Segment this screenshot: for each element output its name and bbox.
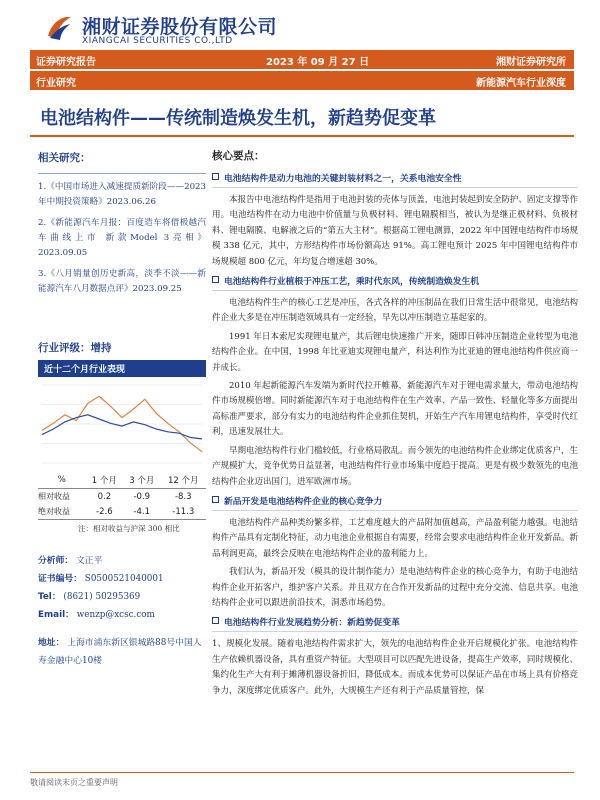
- section-heading: 电池结构件行业植根于冲压工艺，乘时代东风，传统制造焕发生机: [212, 274, 578, 291]
- row-label: 绝对收益: [38, 504, 86, 520]
- related-list: [38, 173, 206, 297]
- title-divider: [30, 135, 574, 137]
- table-row: [38, 504, 206, 520]
- table-header-cell: 1 个月: [86, 472, 123, 489]
- company-name-cn: 湘财证券股份有限公司: [82, 16, 278, 38]
- address: 上海市浦东新区银城路88号中国人寿金融中心10楼: [38, 638, 202, 666]
- addr-label: 地址：: [38, 638, 65, 648]
- paragraph: 我们认为，新品开发（模具的设计制作能力）是电池结构件企业的核心竞争力，有助于电池结构件企业开拓客户，维护客户关系。并且双方在合作开发新品的过程中充分交流、信息共享。电池结构件企业可以跟进前沿技术，洞悉市场趋势。: [212, 567, 578, 608]
- related-research: [38, 150, 206, 303]
- paragraph: 1、规模化发展。随着电池结构件需求扩大，领先的电池结构件企业开启规模化扩张。电池结构件生产依赖机器设备，具有重资产特征。大型项目可以匹配先进设备，提高生产效率，同时规模化、集约化生产大有利于摊薄机器设备折旧，降低成本。而成本优势可以保证产品在市场上具有价格竞争力，深度绑定优质客户。此外，大规模生产还有利于产品质量管控，保: [212, 639, 578, 696]
- analyst-label: 分析师：: [38, 556, 74, 566]
- email-label: Email：: [38, 610, 74, 620]
- square-bullet-icon: [212, 496, 219, 503]
- square-bullet-icon: [212, 276, 219, 283]
- performance-chart: [38, 379, 206, 469]
- table-cell: -8.3: [174, 491, 192, 502]
- header-bar-1: [30, 50, 574, 69]
- table-cell: -0.9: [133, 491, 151, 502]
- row-label: 相对收益: [38, 492, 70, 501]
- report-date: 2023 年 09 月 27 日: [266, 57, 370, 68]
- industry-rating: [38, 340, 206, 355]
- square-bullet-icon: [212, 173, 219, 180]
- series-line: [42, 415, 202, 439]
- table-cell: -2.6: [86, 504, 123, 520]
- page-title: 电池结构件——传统制造焕发生机，新趋势促变革: [40, 108, 436, 129]
- report-subject: 新能源汽车行业深度: [476, 78, 566, 89]
- email-link[interactable]: wenzp@xcsc.com: [76, 610, 155, 620]
- paragraph: 本报告中电池结构件是指用于电池封装的壳体与顶盖，电池封装起到安全防护、固定支撑等作用。电池结构件在动力电池中价值量与负极材料、锂电隔膜相当，被认为是继正极材料、负极材料、锂电隔膜、电解液之后的“第五大主材”。根据高工锂电测算，2022 年中国锂电结构件市场规模 338 亿元，其中，方形结构件市场份额高达 91%。高工锂电预计 2025 年中国锂电结构件市场规模超 800 亿元，年均复合增速超 30%。: [212, 195, 578, 267]
- table-header-cell: %: [38, 472, 86, 489]
- paragraph: 早期电池结构件行业门槛较低，行业格局散乱。而今领先的电池结构件企业绑定优质客户，生产规模扩大，竞争优势日益显著，电池结构件行业市场集中度趋于提高。更是有极少数领先的电池结构件企业迈出国门，进军欧洲市场。: [212, 445, 578, 487]
- tel-label: Tel：: [38, 592, 61, 602]
- section-heading: 新品开发是电池结构件企业的核心竞争力: [212, 494, 578, 511]
- cert-number: S0500521040001: [84, 574, 164, 584]
- paragraph: 1991 年日本索尼实现锂电量产，其后锂电快速推广开来，随即日韩冲压制造企业转型为电池结构件企业。在中国，1998 年比亚迪实现锂电量产，科达利作为比亚迪的锂电池结构件供应商一并成长。: [212, 331, 578, 373]
- related-item[interactable]: 1.《中国市场进入减速提质新阶段——2023 年中期投资策略》2023.06.26: [38, 182, 206, 207]
- performance-note: 注：相对收益与沪深 300 相比: [78, 524, 180, 533]
- rating-label: 行业评级：: [38, 342, 91, 354]
- table-row: [38, 489, 206, 505]
- core-heading: 核心要点：: [212, 150, 265, 162]
- analyst-info: [38, 552, 206, 670]
- related-heading: 相关研究：: [38, 152, 91, 164]
- performance-heading: 近十二个月行业表现: [38, 360, 206, 377]
- table-cell: -4.1: [123, 504, 160, 520]
- logo-mark-icon: [44, 12, 74, 42]
- rating-value: 增持: [90, 342, 112, 354]
- report-type: 证券研究报告: [36, 57, 96, 68]
- section-heading: 电池结构件行业发展趋势分析：新趋势促变革: [212, 615, 578, 632]
- related-item[interactable]: 3.《八月销量创历史新高，淡季不淡——新能源汽车八月数据点评》2023.09.25: [38, 269, 206, 294]
- report-category: 行业研究: [36, 78, 76, 89]
- company-logo: [44, 10, 344, 46]
- institute-name: 湘财证券研究所: [496, 57, 566, 68]
- footer-disclaimer[interactable]: 敬请阅读末页之重要声明: [30, 772, 574, 788]
- table-cell: -11.3: [161, 504, 207, 520]
- tel-number: (8621) 50295369: [63, 592, 141, 602]
- cert-label: 证书编号：: [38, 574, 82, 584]
- square-bullet-icon: [212, 617, 219, 624]
- table-cell: 0.2: [97, 491, 112, 502]
- related-item[interactable]: 2.《新能源汽车月报：百度造车将借极越汽车曲线上市 新款Model 3亮相》2023.09.05: [38, 218, 206, 258]
- table-header-cell: 12 个月: [161, 472, 207, 489]
- performance-chart-svg: [38, 379, 206, 469]
- paragraph: 2010 年起新能源汽车发端为新时代拉开帷幕，新能源汽车对于锂电需求量大，带动电池结构件市场规模倍增。同时新能源汽车对于电池结构件在生产效率、产品一致性、轻量化等多方面提出高标准严要求，部分有实力的电池结构件企业抓住契机，开始生产汽车用锂电结构件，享受时代红利，迅速发展壮大。: [212, 381, 578, 438]
- table-header-cell: 3 个月: [123, 472, 160, 489]
- performance-table: [38, 472, 206, 520]
- paragraph: 电池结构件产品种类纷繁多样，工艺难度越大的产品附加值越高，产品盈利能力越强。电池结构件产品具有定制化特征，动力电池企业根据自有需要，经常会要求电池结构件企业开发新品。新品利润更高，最终会反映在电池结构件企业的盈利能力上。: [212, 517, 578, 559]
- company-name-en: XIANGCAI SECURITIES CO.,LTD: [82, 36, 233, 46]
- chart-grid: [42, 385, 202, 463]
- section-heading: 电池结构件是动力电池的关键封装材料之一，关系电池安全性: [212, 171, 578, 188]
- header-bar-2: [30, 71, 574, 90]
- core-points: [212, 148, 578, 702]
- analyst-name: 文正平: [76, 556, 103, 566]
- paragraph: 电池结构件生产的核心工艺是冲压，各式各样的冲压制品在我们日常生活中很常见，电池结构件企业大多是在冲压制造领域具有一定经验，早先以冲压制造立基起家的。: [212, 298, 578, 324]
